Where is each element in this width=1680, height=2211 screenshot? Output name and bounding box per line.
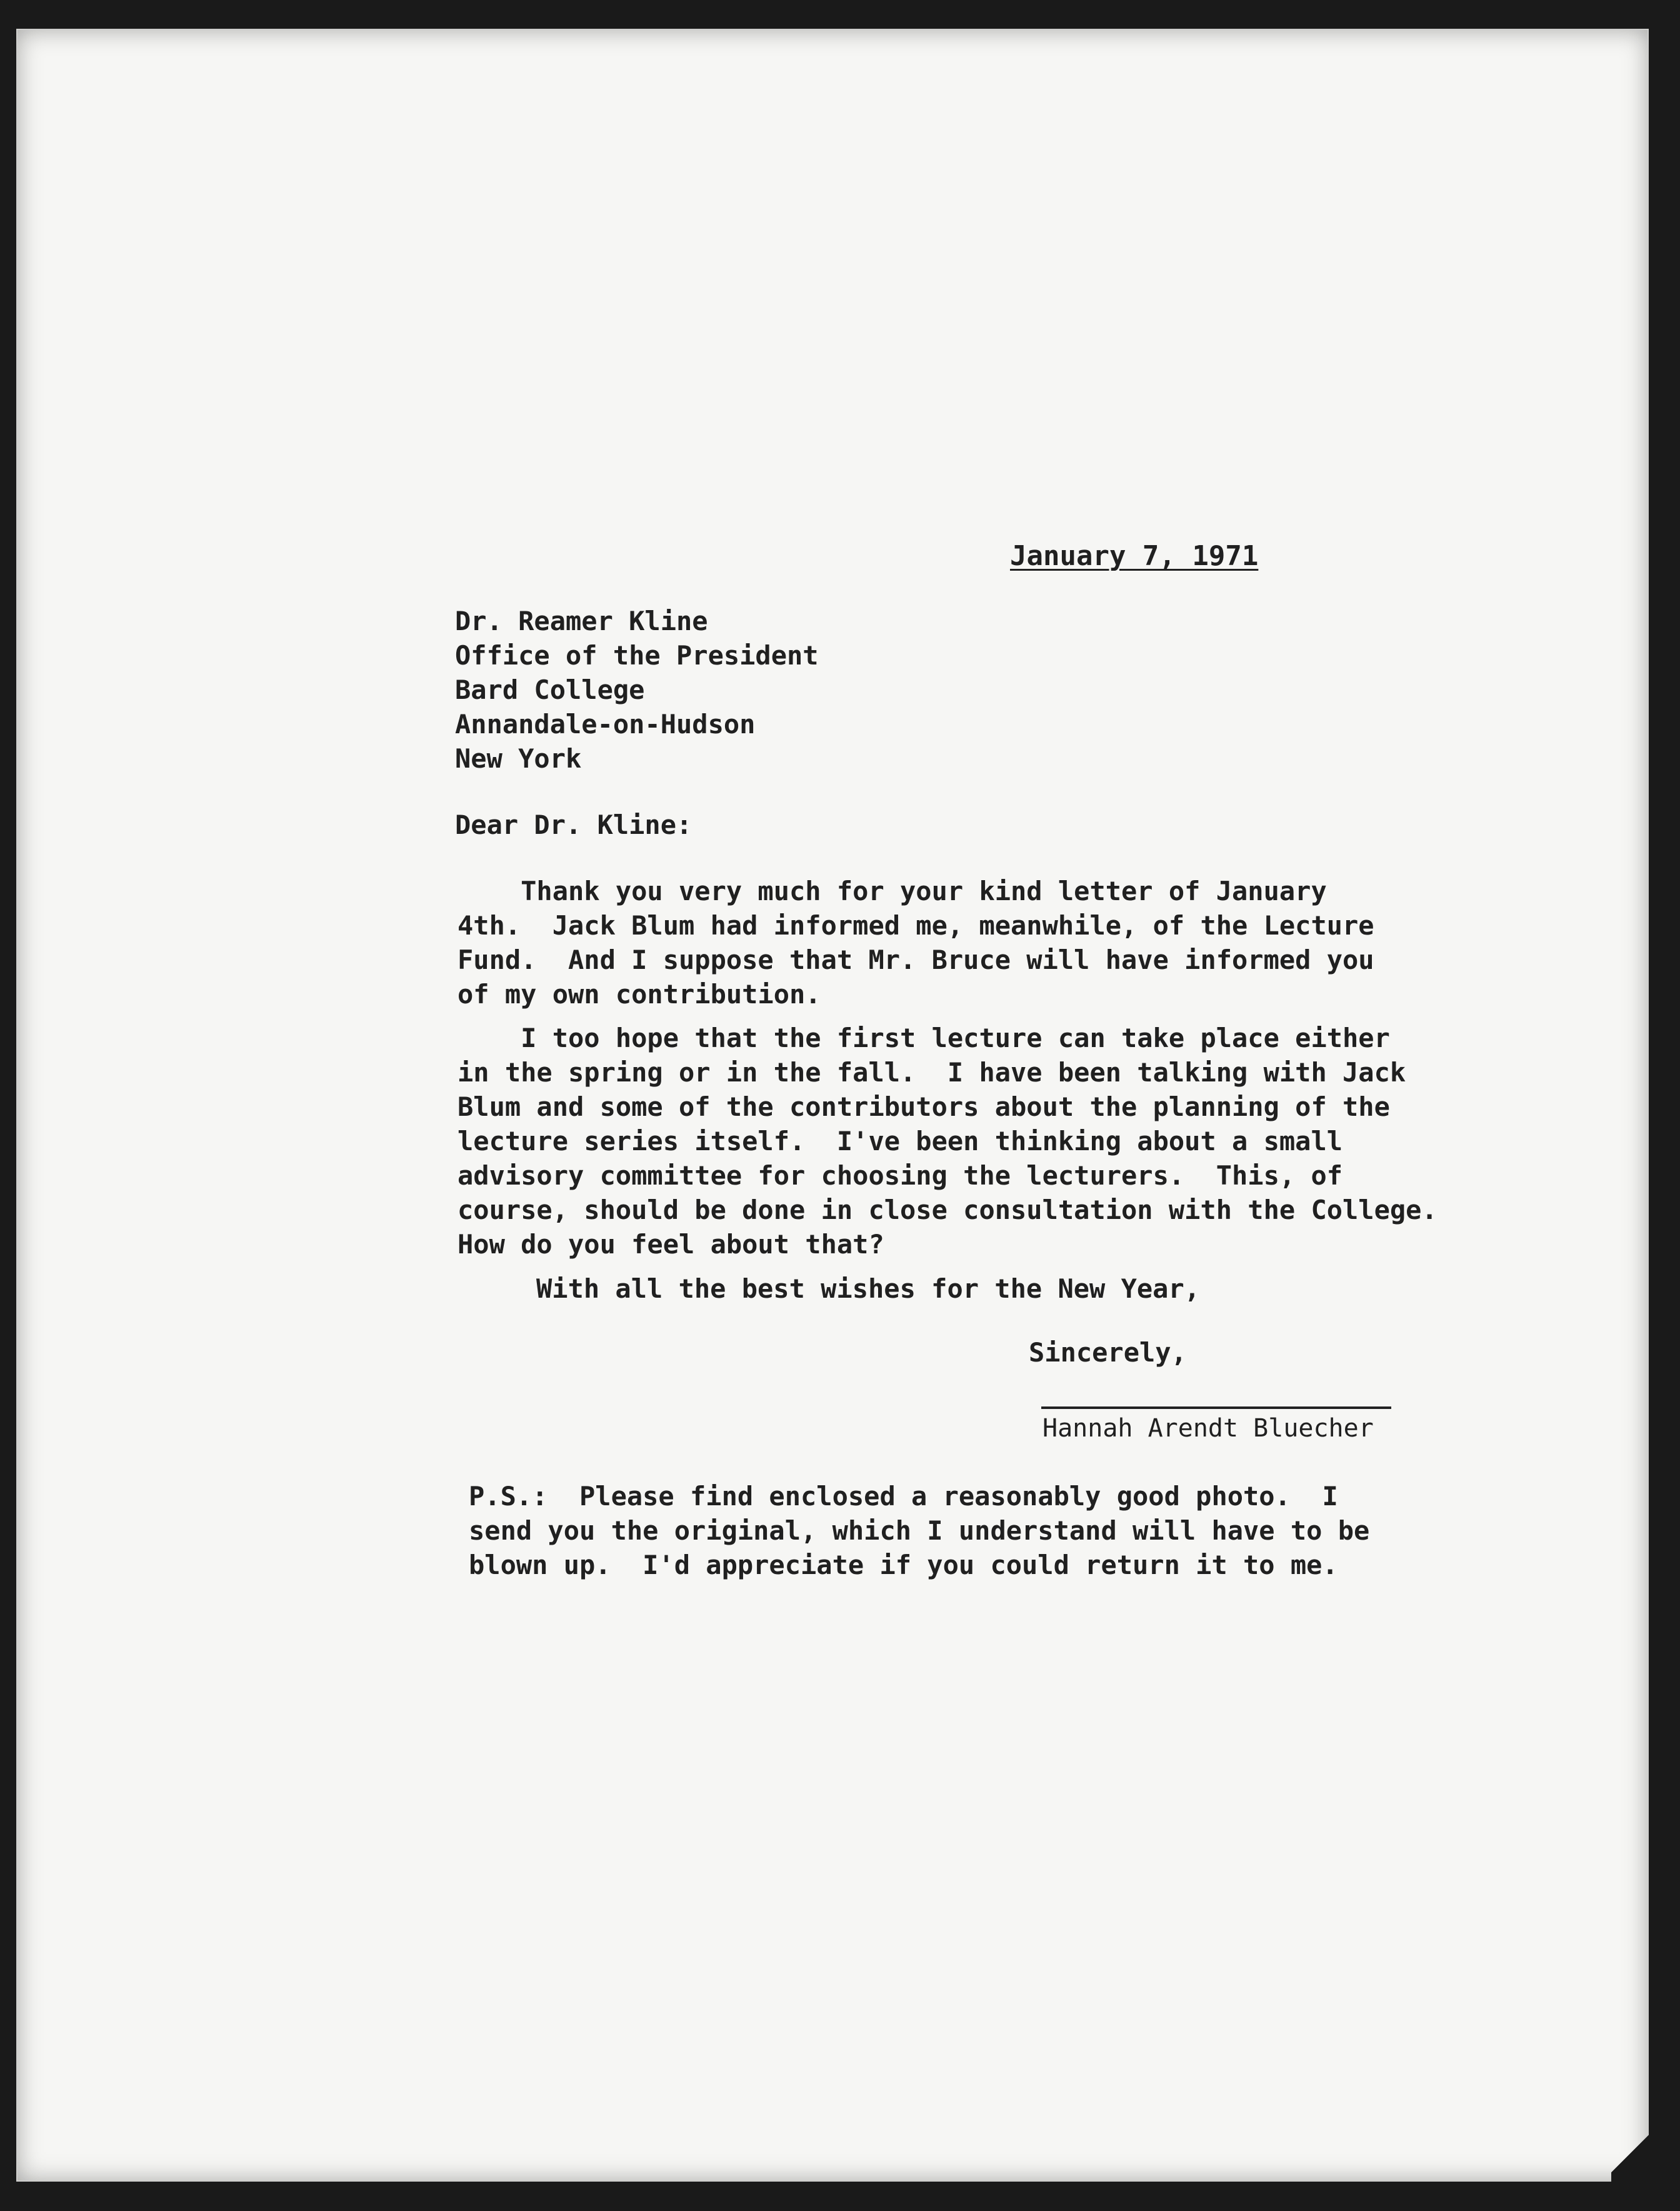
paragraph-line: I too hope that the first lecture can take place either — [458, 1023, 1390, 1053]
postscript-line: P.S.: Please find enclosed a reasonably good photo. I — [469, 1481, 1338, 1512]
address-line: Office of the President — [455, 640, 819, 671]
postscript-line: send you the original, which I understand will have to be — [469, 1515, 1370, 1546]
closing-wish: With all the best wishes for the New Year, — [536, 1273, 1201, 1304]
letter-page — [16, 29, 1649, 2182]
paragraph-line: lecture series itself. I've been thinking about a small — [458, 1126, 1343, 1156]
address-line: New York — [455, 743, 582, 774]
signer-name: Hannah Arendt Bluecher — [1042, 1414, 1374, 1443]
paragraph-1 — [458, 874, 1432, 1011]
address-line: Dr. Reamer Kline — [455, 606, 708, 636]
postscript-line: blown up. I'd appreciate if you could return it to me. — [469, 1550, 1338, 1580]
closing: Sincerely, — [1029, 1337, 1187, 1368]
paragraph-line: course, should be done in close consultation with the College. — [458, 1195, 1438, 1225]
paragraph-line: in the spring or in the fall. I have been talking with Jack — [458, 1057, 1406, 1088]
paragraph-line: Thank you very much for your kind letter of January — [458, 876, 1327, 906]
letter-body — [16, 29, 1649, 2182]
letter-date: January 7, 1971 — [1010, 540, 1259, 572]
address-line: Annandale-on-Hudson — [455, 709, 756, 740]
signature-line — [1041, 1406, 1391, 1409]
paragraph-line: advisory committee for choosing the lecturers. This, of — [458, 1160, 1343, 1191]
paragraph-line: How do you feel about that? — [458, 1229, 884, 1260]
paragraph-line: Fund. And I suppose that Mr. Bruce will have informed you — [458, 945, 1374, 975]
paragraph-line: of my own contribution. — [458, 979, 821, 1010]
postscript — [469, 1479, 1369, 1582]
paragraph-line: Blum and some of the contributors about the planning of the — [458, 1091, 1390, 1122]
paragraph-line: 4th. Jack Blum had informed me, meanwhile, of the Lecture — [458, 910, 1374, 941]
recipient-address — [455, 604, 819, 776]
salutation: Dear Dr. Kline: — [455, 810, 692, 840]
paragraph-2 — [458, 1021, 1438, 1261]
address-line: Bard College — [455, 674, 645, 705]
